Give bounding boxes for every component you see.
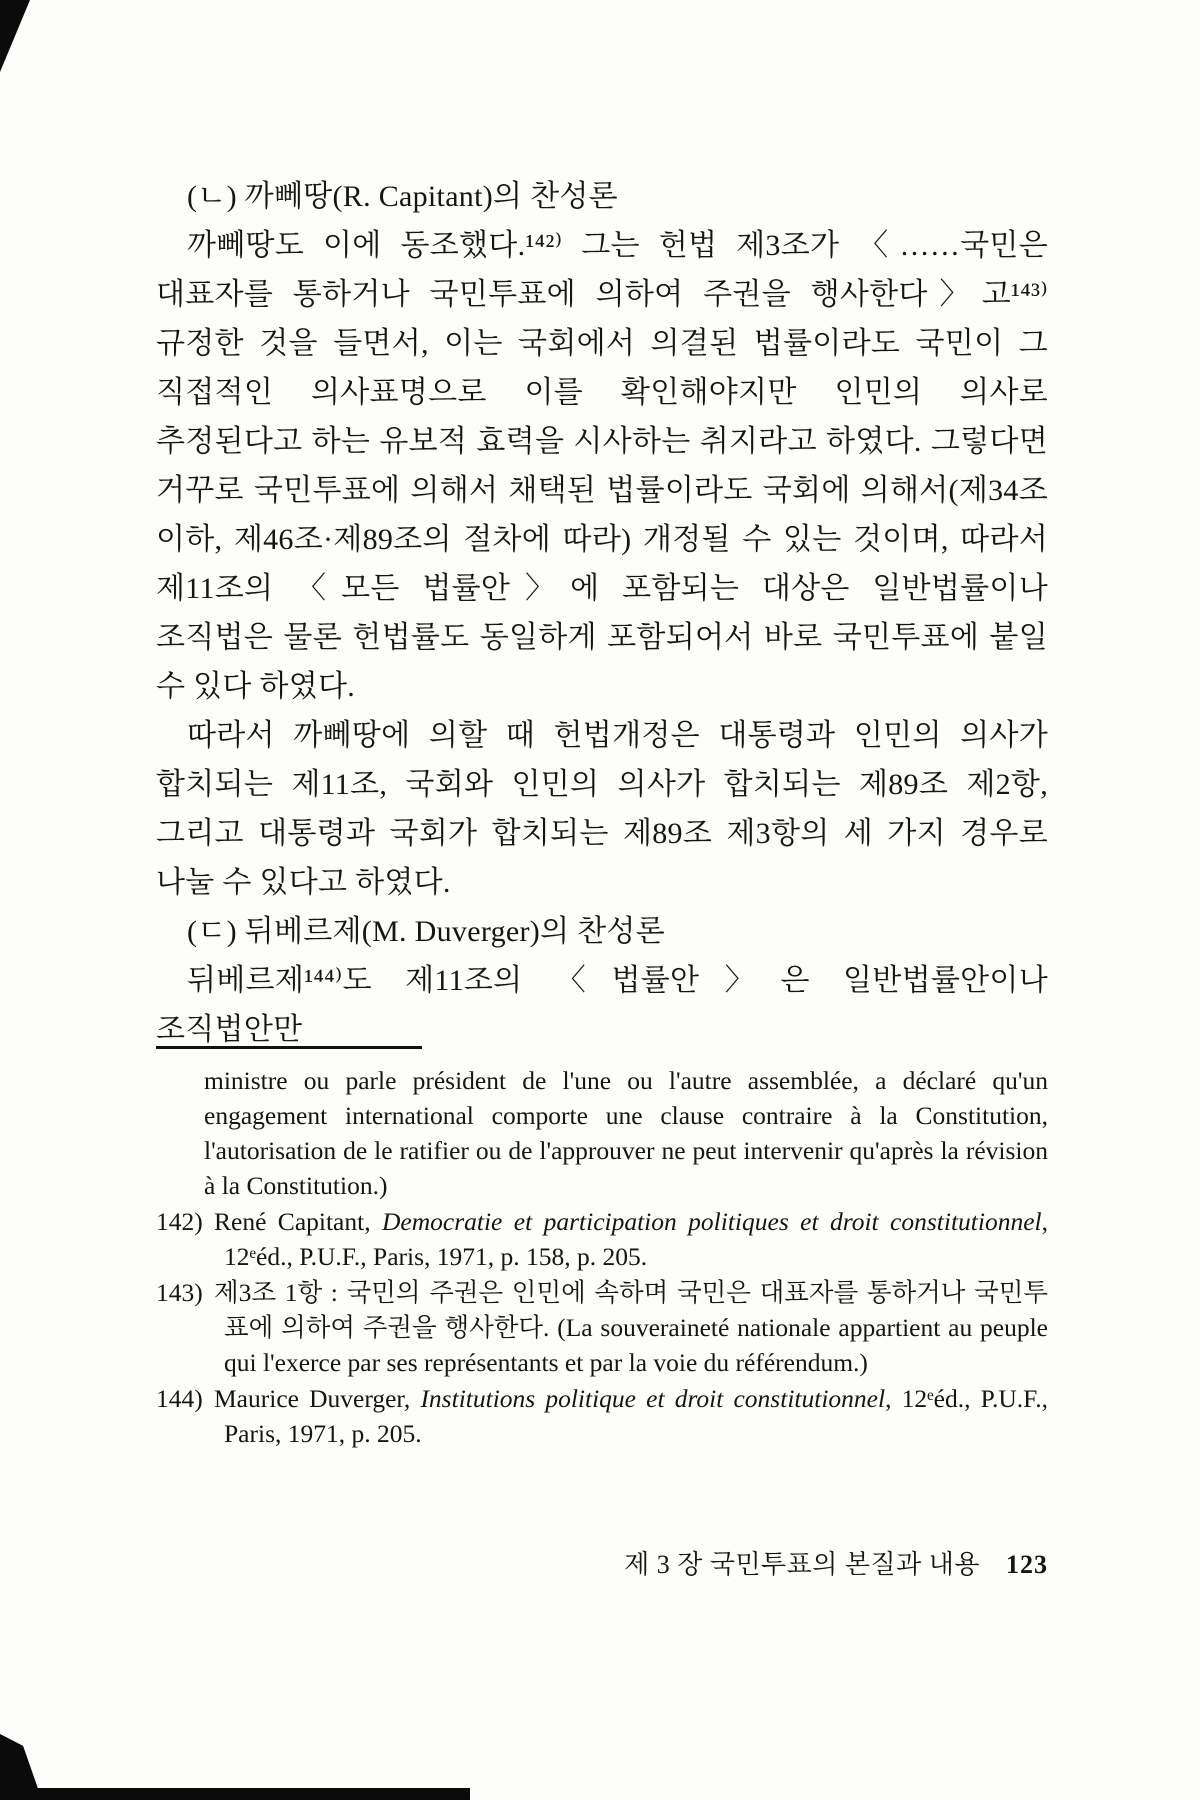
footnote-title-144: Institutions politique et droit constitutionnel bbox=[420, 1384, 886, 1413]
paragraph-duverger: 뒤베르제¹⁴⁴⁾도 제11조의 〈법률안〉은 일반법률안이나 조직법안만 bbox=[156, 964, 1048, 1046]
page-number: 123 bbox=[1006, 1550, 1048, 1579]
section-heading-b: (ㄴ) 까뻬땅(R. Capitant)의 찬성론 bbox=[187, 180, 618, 213]
footnote-text-144-pre: Maurice Duverger, bbox=[214, 1384, 421, 1413]
scan-artifact-bottom-strip bbox=[0, 1788, 470, 1800]
paragraph-capitant: 까뻬땅도 이에 동조했다.¹⁴²⁾ 그는 헌법 제3조가 〈……국민은 대표자를 통하거나 국민투표에 의하여 주권을 행사한다〉고¹⁴³⁾ 규정한 것을 들면서, 이는 국회에서 의결된 법률이라도 국민이 그 직접적인 의사표명으로 이를 확인해야지만 인민의 의사로 추정된다고 하는 유보적 효력을 시사하는 취지라고 하였다. 그렇다면 거꾸로 국민투표에 의해서 채택된 법률이라도 국회에 의해서(제34조 이하, 제46조·제89조의 절차에 따라) 개정될 수 있는 것이며, 따라서 제11조의 〈모든 법률안〉에 포함되는 대상은 일반법률이나 조직법은 물론 헌법률도 동일하게 포함되어서 바로 국민투표에 붙일 수 있다 하였다. bbox=[156, 229, 1049, 703]
scan-artifact-top-left bbox=[0, 0, 30, 72]
main-text-column bbox=[156, 172, 1048, 1054]
footnote-item-142 bbox=[156, 1204, 1048, 1274]
footnote-number-142: 142) bbox=[156, 1207, 203, 1236]
footnote-text-142-pre: René Capitant, bbox=[214, 1207, 382, 1236]
footnote-title-142: Democratie et participation politiques et droit constitutionnel bbox=[382, 1207, 1042, 1236]
footnote-item-144 bbox=[156, 1381, 1048, 1451]
page-footer bbox=[624, 1544, 1048, 1581]
section-heading-c: (ㄷ) 뒤베르제(M. Duverger)의 찬성론 bbox=[187, 915, 665, 948]
footnote-text-142-post: , 12ᵉéd., P.U.F., Paris, 1971, p. 158, p. 205. bbox=[224, 1207, 1048, 1271]
footnote-text-144-post: , 12ᵉéd., P.U.F., Paris, 1971, p. 205. bbox=[224, 1384, 1048, 1448]
running-title: 제 3 장 국민투표의 본질과 내용 bbox=[624, 1550, 980, 1579]
footnote-separator-rule bbox=[156, 1046, 422, 1049]
paragraph-three-cases: 따라서 까뻬땅에 의할 때 헌법개정은 대통령과 인민의 의사가 합치되는 제11조, 국회와 인민의 의사가 합치되는 제89조 제2항, 그리고 대통령과 국회가 합치되는 제89조 제3항의 세 가지 경우로 나눌 수 있다고 하였다. bbox=[156, 719, 1048, 899]
footnote-number-144: 144) bbox=[156, 1384, 203, 1413]
footnote-number-143: 143) bbox=[156, 1278, 203, 1307]
footnote-block bbox=[156, 1046, 1048, 1451]
footnote-text-143: 제3조 1항 : 국민의 주권은 인민에 속하며 국민은 대표자를 통하거나 국민투표에 의하여 주권을 행사한다. (La souveraineté nationale appartient au peuple qui l'exerce par ses représentants et par la voie du référendum.) bbox=[214, 1278, 1048, 1377]
footnote-continuation: ministre ou parle président de l'une ou l'autre assemblée, a déclaré qu'un engagement international comporte une clause contraire à la Constitution, l'autorisation de le ratifier ou de l'approuver ne peut intervenir qu'après la révision à la Constitution.) bbox=[204, 1066, 1048, 1200]
footnote-item-143 bbox=[156, 1275, 1048, 1380]
